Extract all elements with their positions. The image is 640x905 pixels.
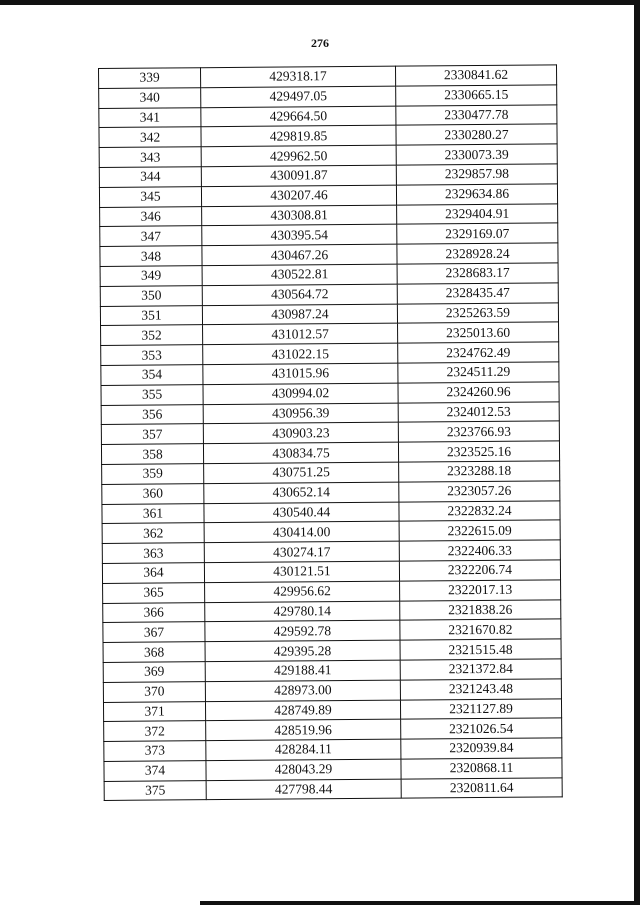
easting-cell: 430956.39: [203, 403, 398, 424]
point-number-cell: 349: [100, 266, 202, 287]
northing-cell: 2329634.86: [396, 184, 557, 205]
point-number-cell: 354: [101, 365, 203, 386]
northing-cell: 2322406.33: [399, 540, 560, 561]
point-number-cell: 371: [103, 701, 205, 722]
point-number-cell: 363: [102, 543, 204, 564]
northing-cell: 2323288.18: [399, 461, 560, 482]
point-number-cell: 358: [101, 444, 203, 465]
northing-cell: 2321670.82: [400, 619, 561, 640]
northing-cell: 2325263.59: [397, 302, 558, 323]
point-number-cell: 365: [103, 582, 205, 603]
northing-cell: 2325013.60: [398, 322, 559, 343]
scan-edge-right: [634, 0, 640, 905]
point-number-cell: 347: [100, 226, 202, 247]
point-number-cell: 361: [102, 503, 204, 524]
northing-cell: 2321372.84: [400, 659, 561, 680]
page-number: 276: [311, 36, 329, 50]
point-number-cell: 344: [99, 167, 201, 188]
point-number-cell: 351: [100, 305, 202, 326]
easting-cell: 429497.05: [201, 86, 396, 107]
easting-cell: 431015.96: [203, 363, 398, 384]
easting-cell: 429395.28: [205, 640, 400, 661]
easting-cell: 430540.44: [204, 502, 399, 523]
point-number-cell: 357: [101, 424, 203, 445]
point-number-cell: 345: [99, 186, 201, 207]
point-number-cell: 350: [100, 285, 202, 306]
easting-cell: 428043.29: [206, 759, 401, 780]
easting-cell: 430121.51: [204, 561, 399, 582]
easting-cell: 429188.41: [205, 660, 400, 681]
easting-cell: 430467.26: [202, 244, 397, 265]
northing-cell: 2322832.24: [399, 500, 560, 521]
northing-cell: 2320868.11: [401, 758, 562, 779]
northing-cell: 2329857.98: [396, 164, 557, 185]
point-number-cell: 368: [103, 642, 205, 663]
easting-cell: 428284.11: [206, 739, 401, 760]
point-number-cell: 373: [104, 741, 206, 762]
northing-cell: 2323766.93: [398, 421, 559, 442]
easting-cell: 430903.23: [203, 422, 398, 443]
northing-cell: 2322615.09: [399, 520, 560, 541]
easting-cell: 430564.72: [202, 284, 397, 305]
point-number-cell: 362: [102, 523, 204, 544]
northing-cell: 2323057.26: [399, 481, 560, 502]
coordinate-table: [98, 64, 563, 801]
easting-cell: 427798.44: [206, 779, 401, 800]
easting-cell: 430308.81: [202, 205, 397, 226]
northing-cell: 2322206.74: [399, 560, 560, 581]
point-number-cell: 375: [104, 780, 206, 801]
point-number-cell: 352: [101, 325, 203, 346]
coordinate-table-body: [99, 65, 563, 801]
point-number-cell: 359: [102, 464, 204, 485]
easting-cell: 430834.75: [203, 442, 398, 463]
scan-edge-top: [0, 0, 640, 5]
easting-cell: 428749.89: [205, 700, 400, 721]
point-number-cell: 369: [103, 662, 205, 683]
easting-cell: 429592.78: [205, 620, 400, 641]
point-number-cell: 346: [100, 206, 202, 227]
northing-cell: 2329404.91: [397, 203, 558, 224]
easting-cell: 429819.85: [201, 126, 396, 147]
northing-cell: 2328435.47: [397, 283, 558, 304]
easting-cell: 430652.14: [204, 482, 399, 503]
northing-cell: 2330477.78: [396, 104, 557, 125]
easting-cell: 430522.81: [202, 264, 397, 285]
point-number-cell: 374: [104, 761, 206, 782]
point-number-cell: 355: [101, 384, 203, 405]
point-number-cell: 364: [102, 563, 204, 584]
point-number-cell: 370: [103, 681, 205, 702]
northing-cell: 2320811.64: [401, 778, 562, 799]
point-number-cell: 340: [99, 87, 201, 108]
easting-cell: 431022.15: [203, 343, 398, 364]
northing-cell: 2324511.29: [398, 362, 559, 383]
easting-cell: 428519.96: [206, 719, 401, 740]
easting-cell: 428973.00: [205, 680, 400, 701]
easting-cell: 430994.02: [203, 383, 398, 404]
northing-cell: 2322017.13: [400, 580, 561, 601]
easting-cell: 429962.50: [201, 145, 396, 166]
easting-cell: 429318.17: [201, 66, 396, 87]
northing-cell: 2321026.54: [401, 718, 562, 739]
point-number-cell: 366: [103, 602, 205, 623]
point-number-cell: 360: [102, 483, 204, 504]
northing-cell: 2330841.62: [395, 65, 556, 86]
scan-edge-bottom: [200, 901, 640, 905]
northing-cell: 2324260.96: [398, 382, 559, 403]
point-number-cell: 372: [104, 721, 206, 742]
point-number-cell: 339: [99, 68, 201, 89]
easting-cell: 429956.62: [205, 581, 400, 602]
easting-cell: 430091.87: [201, 165, 396, 186]
northing-cell: 2330073.39: [396, 144, 557, 165]
point-number-cell: 367: [103, 622, 205, 643]
easting-cell: 431012.57: [203, 324, 398, 345]
easting-cell: 430274.17: [204, 541, 399, 562]
easting-cell: 430414.00: [204, 521, 399, 542]
coordinate-table-wrapper: [98, 64, 563, 801]
table-row: [104, 778, 562, 801]
easting-cell: 430207.46: [201, 185, 396, 206]
point-number-cell: 348: [100, 246, 202, 267]
northing-cell: 2321243.48: [400, 679, 561, 700]
easting-cell: 430395.54: [202, 225, 397, 246]
northing-cell: 2330665.15: [396, 85, 557, 106]
northing-cell: 2330280.27: [396, 124, 557, 145]
easting-cell: 430987.24: [202, 304, 397, 325]
northing-cell: 2321838.26: [400, 599, 561, 620]
northing-cell: 2328928.24: [397, 243, 558, 264]
point-number-cell: 343: [99, 147, 201, 168]
northing-cell: 2323525.16: [398, 441, 559, 462]
point-number-cell: 342: [99, 127, 201, 148]
northing-cell: 2324012.53: [398, 401, 559, 422]
easting-cell: 430751.25: [204, 462, 399, 483]
northing-cell: 2324762.49: [398, 342, 559, 363]
northing-cell: 2320939.84: [401, 738, 562, 759]
northing-cell: 2329169.07: [397, 223, 558, 244]
northing-cell: 2321515.48: [400, 639, 561, 660]
easting-cell: 429780.14: [205, 601, 400, 622]
point-number-cell: 353: [101, 345, 203, 366]
easting-cell: 429664.50: [201, 106, 396, 127]
point-number-cell: 356: [101, 404, 203, 425]
point-number-cell: 341: [99, 107, 201, 128]
northing-cell: 2321127.89: [400, 698, 561, 719]
northing-cell: 2328683.17: [397, 263, 558, 284]
